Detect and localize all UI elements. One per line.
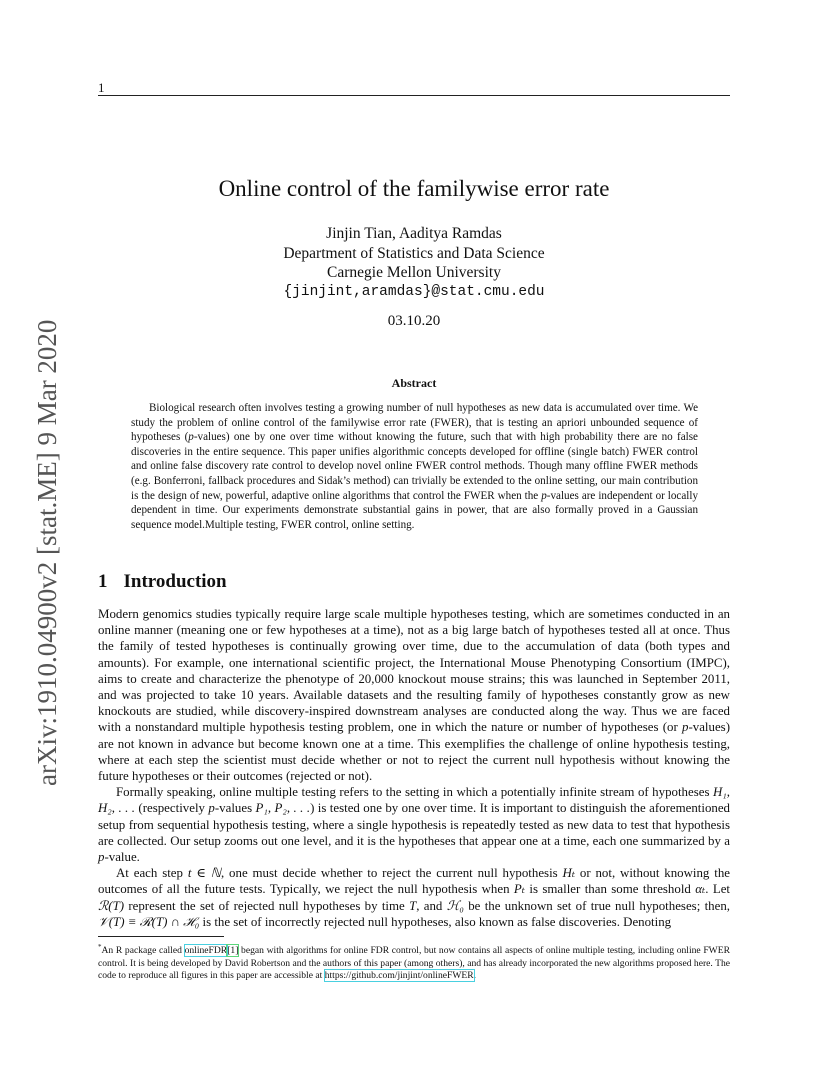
math-expr: ℋ₀ — [446, 898, 464, 913]
text-run: is smaller than some threshold — [524, 882, 696, 897]
footnote-marker: * — [98, 943, 102, 951]
text-run: -values — [214, 801, 256, 816]
body-text — [98, 606, 730, 930]
abstract-text-c: -values are independent or locally dependent in time. Our experiments demonstrate substantial gains in power, that are also formally proved in a Gaussian sequence model.Multiple testing, FWER control, online setting. — [131, 489, 698, 531]
text-run: is the set of incorrectly rejected null hypotheses, also known as false discoveries. Denoting — [199, 914, 672, 929]
section-heading — [98, 571, 227, 593]
author-university: Carnegie Mellon University — [327, 264, 501, 281]
paper-title: Online control of the familywise error rate — [218, 176, 610, 201]
text-run: Formally speaking, online multiple testing refers to the setting in which a potentially infinite stream of hypotheses — [116, 785, 713, 800]
text-run: An R package called — [101, 945, 185, 957]
math-p: p — [98, 850, 105, 865]
text-run: , and — [416, 898, 447, 913]
math-expr: t ∈ ℕ — [187, 866, 221, 881]
text-run: -value. — [104, 850, 140, 865]
text-run: ) is tested one by one over time. It is important to distinguish the aforementioned setup from sequential hypothesis testing, where a single hypothesis is repeatedly tested as new data to test that hypothesis are collected. Our setup zooms out one level, and it is the hypotheses that appear one at a time, each one summarized by a — [98, 801, 731, 848]
author-email: {jinjint,aramdas}@stat.cmu.edu — [283, 283, 545, 300]
onlinefdr-link[interactable]: onlineFDR — [184, 945, 228, 957]
math-expr: Pₜ — [513, 882, 525, 897]
citation-link[interactable]: [1] — [227, 945, 239, 957]
text-run: . — [473, 970, 477, 981]
header-rule — [98, 95, 730, 96]
abstract-heading: Abstract — [391, 376, 437, 390]
text-run: or not, without knowing the outcomes of all the future tests. Typically, we reject the null hypothesis when — [98, 866, 730, 897]
page-number: 1 — [98, 80, 105, 95]
footnote — [98, 941, 730, 982]
text-run: represent the set of rejected null hypotheses by time — [124, 898, 410, 913]
abstract-text-b: -values) one by one over time without knowing the future, such that with high probability there are no false discoveries in the entire sequence. This paper unifies algorithmic concepts developed for offline (single batch) FWER control and online false discovery rate control to develop novel online FWER control methods. Though many offline FWER methods (e.g. Bonferroni, fallback procedures and Sidak’s method) can trivially be extended to the online setting, our main contribution is the design of new, powerful, adaptive online algorithms that control the FWER when the — [131, 431, 698, 502]
text-run: At each step — [116, 866, 188, 881]
abstract-text-a: Biological research often involves testing a growing number of null hypotheses as new data is accumulated over time. We study the problem of online control of the familywise error rate (FWER), that is testing an apriori unbounded sequence of hypotheses ( — [131, 402, 698, 444]
paragraph — [98, 784, 730, 865]
math-expr: Hₜ — [562, 866, 576, 881]
abstract-text — [131, 401, 698, 532]
text-run: Modern genomics studies typically require large scale multiple hypotheses testing, which are sometimes conducted in an online manner (meaning one or few hypotheses at a time), not as a big large batch of hypotheses tested all at once. Thus the family of tested hypotheses is continually growing over time, due to the accumulation of data (both types and amounts). For example, one international scientific project, the International Mouse Phenotyping Consortium (IMPC), aims to create and characterize the phenotype of 20,000 knockout mouse strains; this was launched in September 2011, and was projected to take 10 years. Available datasets and the resulting family of hypotheses constantly grow as new knockouts are studied, while discovery-inspired downstream analyses are conducted along the way. Thus we are faced with a nonstandard multiple hypothesis testing problem, one in which the nature or number of hypotheses (or — [98, 607, 730, 735]
math-expr: ℛ(T) — [98, 898, 125, 913]
math-p: p — [208, 801, 215, 816]
footnote-rule — [98, 936, 224, 937]
math-p: p — [188, 431, 194, 444]
text-run: , one must decide whether to reject the current null hypothesis — [220, 866, 563, 881]
author-names: Jinjin Tian, Aaditya Ramdas — [326, 225, 502, 242]
text-run: -values) are not known in advance but become known one at a time. This exemplifies the challenge of online hypothesis testing, where at each step the scientist must decide whether or not to reject the current null hypothesis without knowing the future hypotheses or their outcomes (rejected or not). — [98, 720, 730, 784]
math-expr: T — [409, 898, 417, 913]
paragraph — [98, 865, 730, 930]
text-run: (respectively — [134, 801, 209, 816]
author-department: Department of Statistics and Data Science — [283, 244, 545, 262]
text-run: began with algorithms for online FDR control, but now contains all aspects of online multiple testing, including online FWER control. It is being developed by David Robertson and the authors of this paper (among others), and has already incorporated the new algorithms proposed here. The code to reproduce all figures in this paper are accessible at — [98, 945, 730, 981]
math-expr: P₁, P₂, . . . — [255, 801, 311, 816]
math-p: p — [541, 489, 547, 502]
section-title: Introduction — [123, 571, 227, 592]
math-expr: αₜ — [695, 882, 706, 897]
section-number: 1 — [98, 571, 108, 592]
math-expr: 𝒱(T) ≡ ℛ(T) ∩ ℋ₀ — [98, 914, 200, 929]
paper-date: 03.10.20 — [387, 313, 441, 329]
github-link[interactable]: https://github.com/jinjint/onlineFWER — [324, 970, 474, 981]
math-p: p — [682, 720, 689, 735]
author-block — [98, 224, 730, 302]
math-expr: H₁, H₂, . . . — [98, 785, 730, 816]
text-run: be the unknown set of true null hypotheses; then, — [463, 898, 730, 913]
paragraph — [98, 606, 730, 784]
text-run: . Let — [705, 882, 730, 897]
